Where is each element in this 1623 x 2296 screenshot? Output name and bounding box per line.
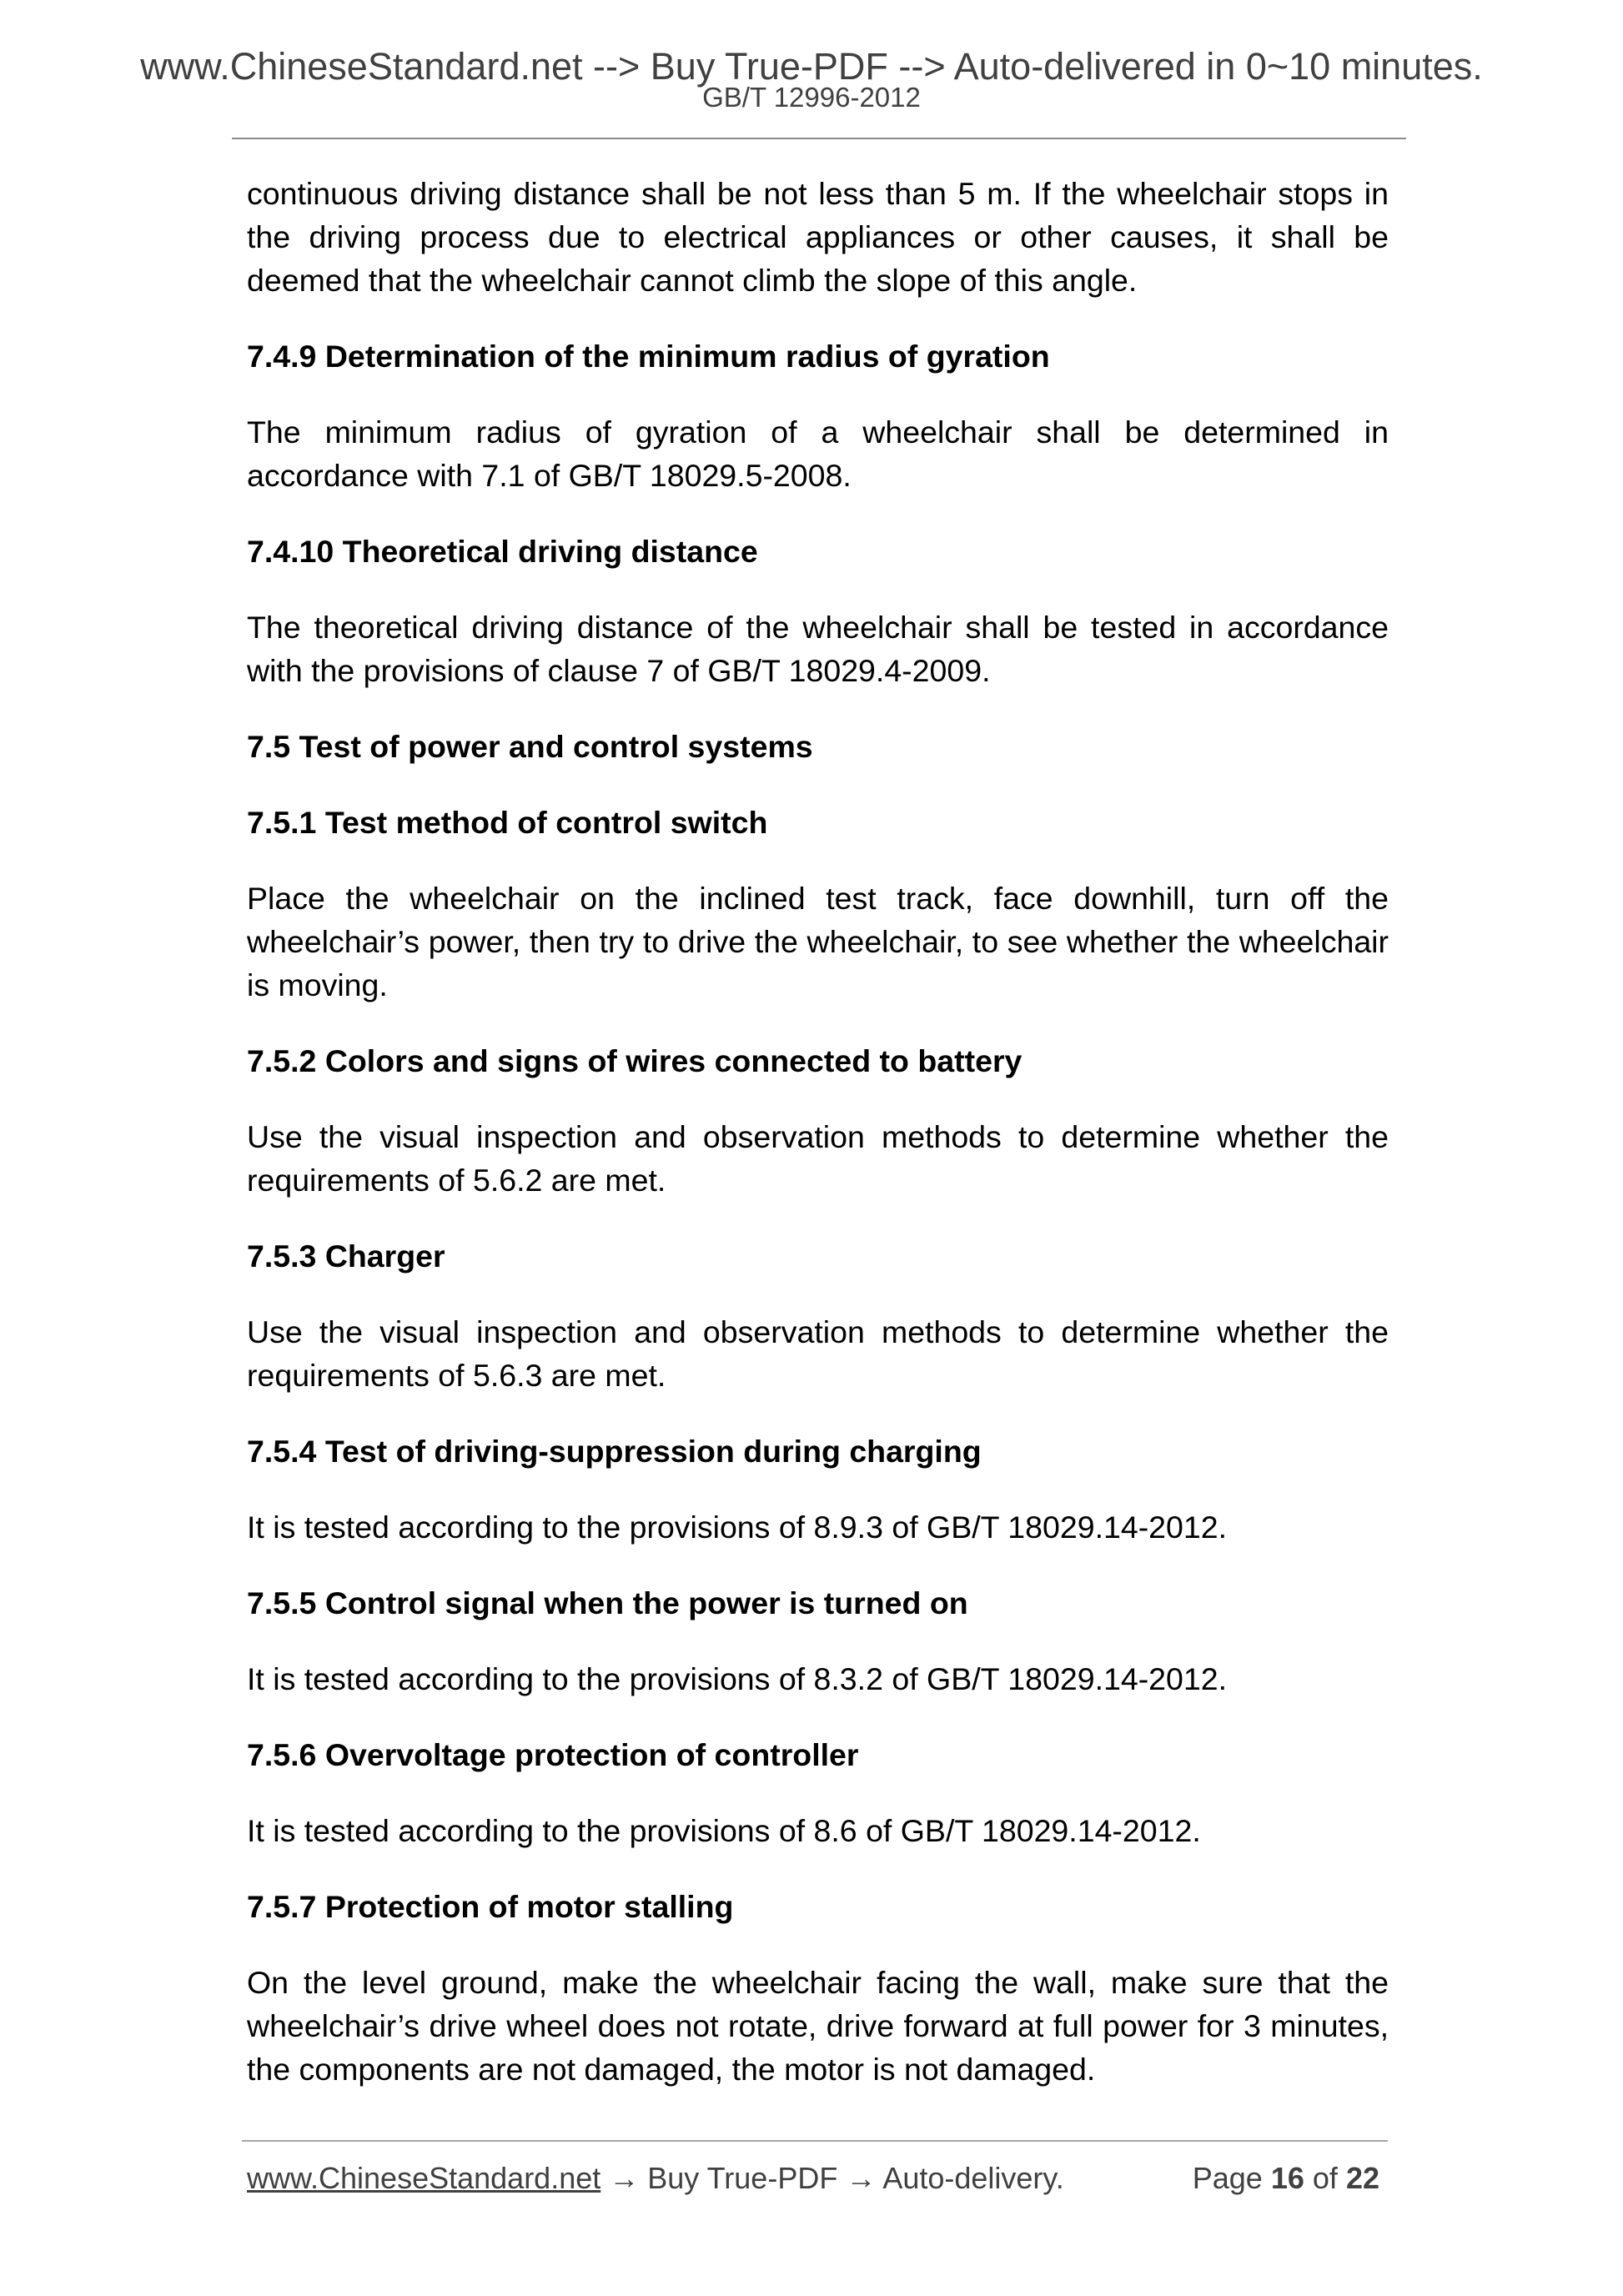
paragraph-7-5-3: Use the visual inspection and observation methods to determine whether the requirements of 5.6.3 are met.	[247, 1314, 1389, 1393]
footer-divider	[242, 2140, 1388, 2142]
paragraph-continuous-driving: continuous driving distance shall be not less than 5 m. If the wheelchair stops in the driving process due to electrical appliances or other causes, it shall be deemed that the wheelchair cannot climb the slope of this angle.	[247, 176, 1389, 298]
site-banner: www.ChineseStandard.net --> Buy True-PDF --> Auto-delivered in 0~10 minutes.	[140, 45, 1483, 88]
heading-7-5-5: 7.5.5 Control signal when the power is turned on	[247, 1585, 968, 1620]
footer-promo	[247, 2155, 1064, 2202]
heading-7-5-6: 7.5.6 Overvoltage protection of controller	[247, 1737, 859, 1772]
paragraph-7-5-2: Use the visual inspection and observation methods to determine whether the requirements of 5.6.2 are met.	[247, 1119, 1389, 1198]
heading-7-5: 7.5 Test of power and control systems	[247, 729, 813, 764]
paragraph-7-4-10: The theoretical driving distance of the wheelchair shall be tested in accordance with the provisions of clause 7 of GB/T 18029.4-2009.	[247, 610, 1389, 688]
paragraph-7-5-4: It is tested according to the provisions of 8.9.3 of GB/T 18029.14-2012.	[247, 1510, 1228, 1545]
paragraph-7-5-1: Place the wheelchair on the inclined test track, face downhill, turn off the wheelchair’s power, then try to drive the wheelchair, to see whether the wheelchair is moving.	[247, 881, 1389, 1002]
document-body	[247, 172, 1389, 2091]
paragraph-7-5-7: On the level ground, make the wheelchair facing the wall, make sure that the wheelchair’s drive wheel does not rotate, drive forward at full power for 3 minutes, the components are not damaged, the motor is not damaged.	[247, 1965, 1389, 2087]
footer-promo-text: → Buy True-PDF → Auto-delivery.	[600, 2161, 1064, 2195]
page-indicator	[1193, 2155, 1379, 2202]
of-label: of	[1312, 2161, 1338, 2195]
heading-7-4-9: 7.4.9 Determination of the minimum radius of gyration	[247, 339, 1050, 374]
paragraph-7-5-6: It is tested according to the provisions of 8.6 of GB/T 18029.14-2012.	[247, 1813, 1201, 1848]
heading-7-5-4: 7.5.4 Test of driving-suppression during charging	[247, 1434, 982, 1469]
page-number: 16	[1270, 2161, 1304, 2195]
page-total: 22	[1345, 2161, 1379, 2195]
header-divider	[232, 138, 1406, 139]
paragraph-7-4-9: The minimum radius of gyration of a wheelchair shall be determined in accordance with 7.1 of GB/T 18029.5-2008.	[247, 414, 1389, 493]
page-footer	[247, 2155, 1379, 2202]
standard-code: GB/T 12996-2012	[702, 82, 921, 113]
heading-7-5-1: 7.5.1 Test method of control switch	[247, 805, 768, 840]
heading-7-5-7: 7.5.7 Protection of motor stalling	[247, 1889, 734, 1924]
heading-7-5-3: 7.5.3 Charger	[247, 1238, 445, 1274]
heading-7-5-2: 7.5.2 Colors and signs of wires connected to battery	[247, 1043, 1023, 1078]
paragraph-7-5-5: It is tested according to the provisions of 8.3.2 of GB/T 18029.14-2012.	[247, 1661, 1228, 1696]
footer-site-link[interactable]: www.ChineseStandard.net	[247, 2161, 601, 2195]
page-label: Page	[1192, 2161, 1263, 2195]
heading-7-4-10: 7.4.10 Theoretical driving distance	[247, 534, 758, 569]
